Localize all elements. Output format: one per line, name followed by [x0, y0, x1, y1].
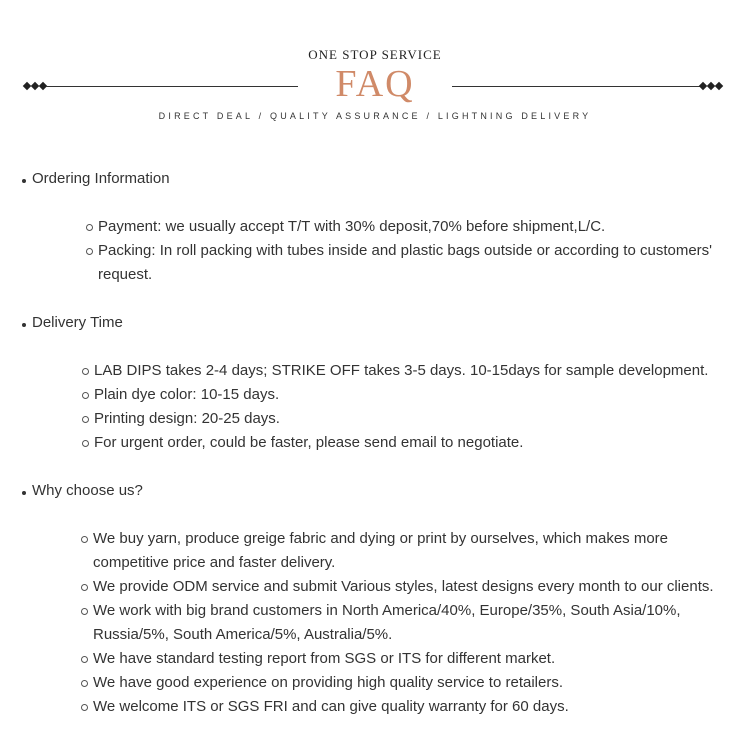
- circle-bullet-icon: [86, 248, 93, 255]
- list-item: [86, 239, 726, 287]
- section-heading: Why choose us?: [32, 482, 143, 499]
- list-item: [86, 215, 726, 239]
- section-heading: Delivery Time: [32, 314, 123, 331]
- circle-bullet-icon: [82, 392, 89, 399]
- right-divider: [452, 86, 704, 87]
- list-item-text: We welcome ITS or SGS FRI and can give quality warranty for 60 days.: [93, 698, 569, 715]
- list-item-text: Printing design: 20-25 days.: [94, 410, 280, 427]
- diamond-icon: [715, 82, 723, 90]
- list-item-text: Packing: In roll packing with tubes inside and plastic bags outside or according to customers' request.: [98, 242, 713, 283]
- circle-bullet-icon: [86, 224, 93, 231]
- list-item: [81, 695, 569, 719]
- section-heading: Ordering Information: [32, 170, 170, 187]
- list-item-text: We work with big brand customers in North America/40%, Europe/35%, South Asia/10%, Russia/5%, South America/5%, Australia/5%.: [93, 602, 681, 643]
- list-item: [82, 383, 279, 407]
- section-why-choose-us: [22, 482, 143, 499]
- list-item: [82, 407, 280, 431]
- page-title: FAQ: [335, 63, 415, 105]
- circle-bullet-icon: [81, 656, 88, 663]
- header-tagline: DIRECT DEAL / QUALITY ASSURANCE / LIGHTNING DELIVERY: [158, 111, 592, 121]
- list-item-text: Payment: we usually accept T/T with 30% deposit,70% before shipment,L/C.: [98, 218, 606, 235]
- header-kicker: ONE STOP SERVICE: [308, 47, 442, 62]
- circle-bullet-icon: [81, 536, 88, 543]
- faq-header: [0, 0, 750, 130]
- bullet-icon: [22, 491, 26, 495]
- circle-bullet-icon: [82, 440, 89, 447]
- section-ordering-information: [22, 170, 170, 187]
- bullet-icon: [22, 179, 26, 183]
- list-item: [81, 599, 701, 647]
- list-item-text: We provide ODM service and submit Various styles, latest designs every month to our clients.: [93, 578, 714, 595]
- list-item-text: We buy yarn, produce greige fabric and dying or print by ourselves, which makes more competitive price and faster delivery.: [93, 530, 669, 571]
- bullet-icon: [22, 323, 26, 327]
- section-delivery-time: [22, 314, 123, 331]
- list-item: [81, 647, 555, 671]
- list-item: [82, 359, 708, 383]
- circle-bullet-icon: [81, 608, 88, 615]
- list-item-text: We have good experience on providing high quality service to retailers.: [93, 674, 563, 691]
- circle-bullet-icon: [81, 584, 88, 591]
- list-item: [81, 527, 681, 575]
- list-item: [81, 671, 563, 695]
- list-item-text: LAB DIPS takes 2-4 days; STRIKE OFF takes 3-5 days. 10-15days for sample development.: [94, 362, 709, 379]
- list-item: [81, 575, 714, 599]
- circle-bullet-icon: [81, 680, 88, 687]
- list-item: [82, 431, 523, 455]
- circle-bullet-icon: [82, 368, 89, 375]
- list-item-text: We have standard testing report from SGS or ITS for different market.: [93, 650, 556, 667]
- circle-bullet-icon: [81, 704, 88, 711]
- list-item-text: Plain dye color: 10-15 days.: [94, 386, 280, 403]
- list-item-text: For urgent order, could be faster, please send email to negotiate.: [94, 434, 524, 451]
- circle-bullet-icon: [82, 416, 89, 423]
- right-ornament: [700, 81, 722, 91]
